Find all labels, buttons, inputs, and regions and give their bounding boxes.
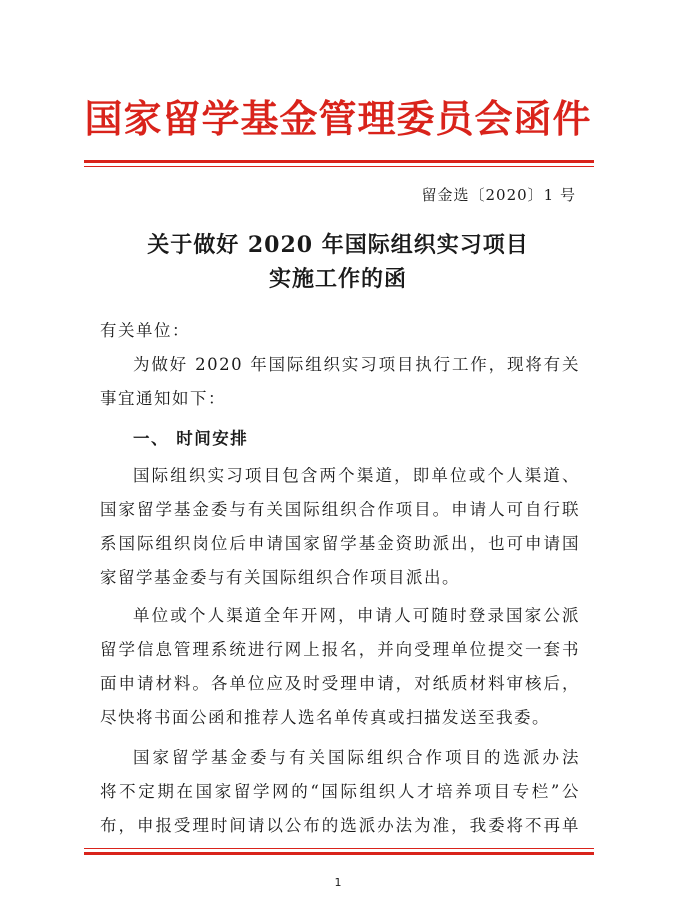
page-number: 1	[334, 876, 342, 889]
letterhead-title: 国家留学基金管理委员会函件	[84, 96, 592, 141]
body-line: 尽快将书面公函和推荐人选名单传真或扫描发送至我委。	[100, 708, 550, 727]
body-line: 国家留学基金委与有关国际组织合作项目。申请人可自行联	[100, 500, 580, 519]
salutation: 有关单位：	[100, 321, 190, 340]
body-line: 留学信息管理系统进行网上报名，并向受理单位提交一套书	[100, 640, 580, 659]
body-line: 将不定期在国家留学网的“国际组织人才培养项目专栏”公	[100, 782, 580, 801]
document-number: 留金选〔2020〕1 号	[421, 186, 576, 204]
body-line: 面申请材料。各单位应及时受理申请，对纸质材料审核后，	[100, 674, 580, 693]
body-line: 家留学基金委与有关国际组织合作项目派出。	[100, 568, 460, 587]
section-heading: 一、 时间安排	[133, 429, 249, 448]
body-line: 国家留学基金委与有关国际组织合作项目的选派办法	[133, 748, 580, 767]
document-title-line-1: 关于做好 2020 年国际组织实习项目	[147, 232, 529, 258]
body-line: 国际组织实习项目包含两个渠道，即单位或个人渠道、	[133, 466, 580, 485]
footer-rule-thick	[84, 852, 594, 855]
body-line: 事宜通知如下：	[100, 389, 226, 408]
footer-rule-thin	[84, 848, 594, 849]
body-line: 系国际组织岗位后申请国家留学基金资助派出，也可申请国	[100, 534, 580, 553]
body-line: 为做好 2020 年国际组织实习项目执行工作，现将有关	[133, 355, 580, 374]
letterhead-rule-thin	[84, 166, 594, 167]
letterhead-rule-thick	[84, 160, 594, 163]
document-title-line-2: 实施工作的函	[268, 266, 407, 292]
body-line: 布，申报受理时间请以公布的选派办法为准，我委将不再单	[100, 816, 580, 835]
body-line: 单位或个人渠道全年开网，申请人可随时登录国家公派	[133, 606, 580, 625]
